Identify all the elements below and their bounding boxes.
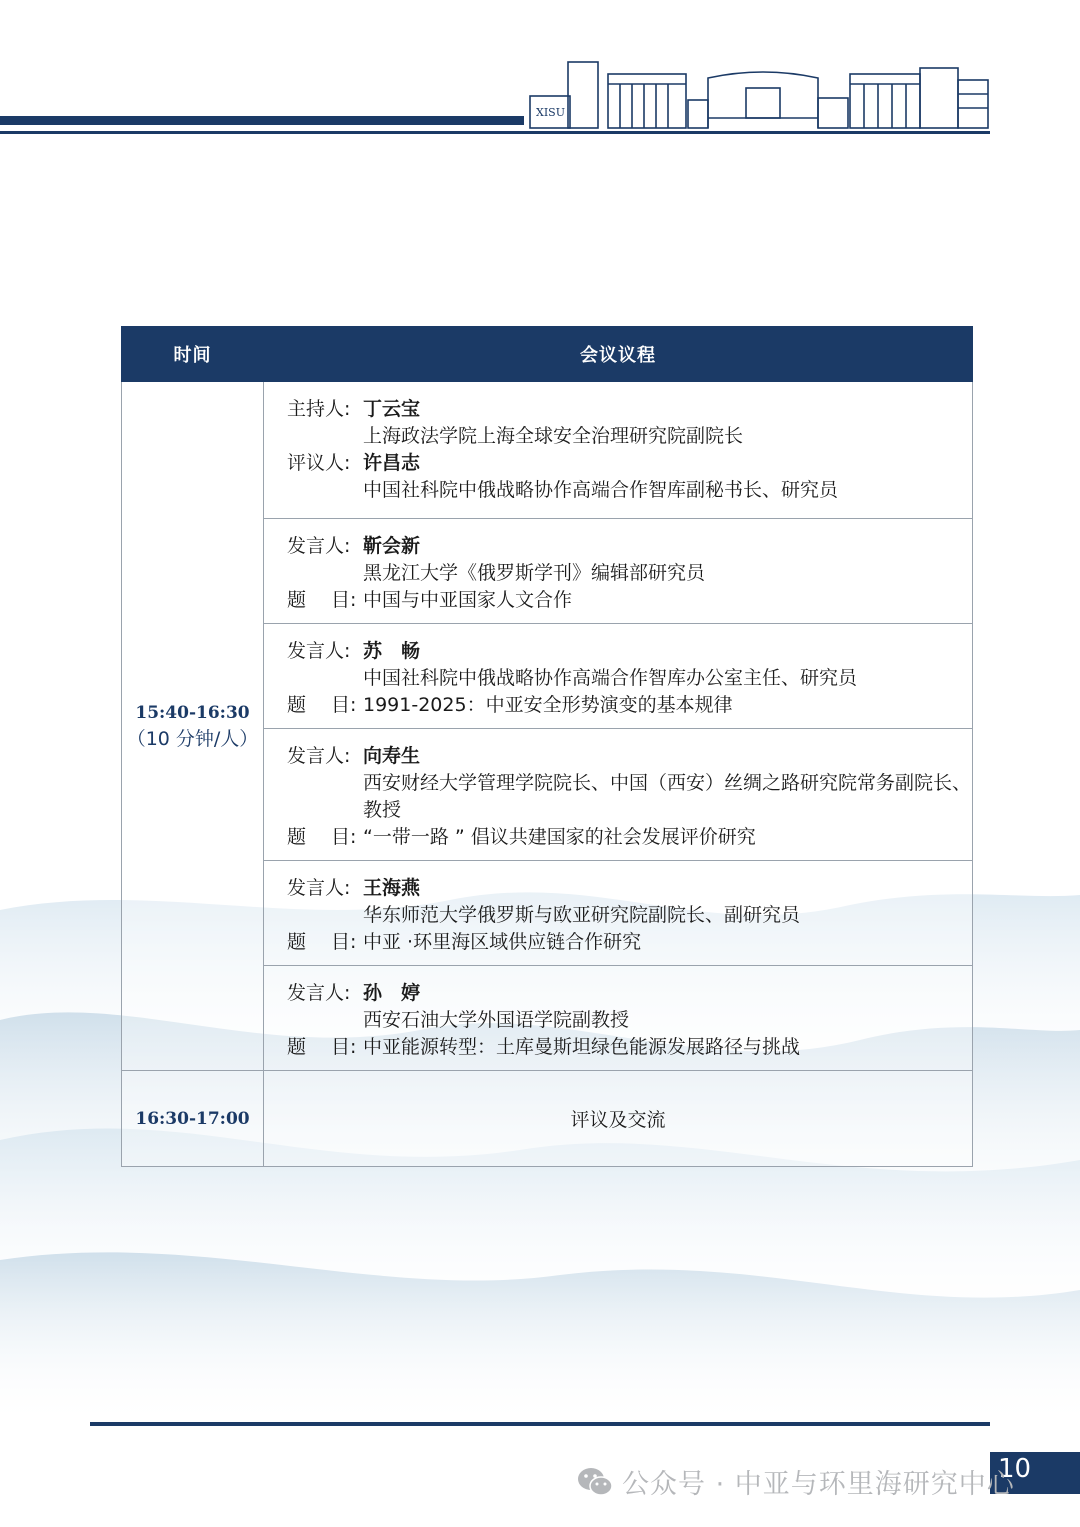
topic-label-a: 题 (287, 931, 307, 953)
speaker-name: 向寿生 (363, 745, 421, 767)
speaker-cell (264, 624, 973, 729)
watermark-text: 公众号 · 中亚与环里海研究中心 (622, 1469, 1015, 1500)
logo-text: XISU (536, 106, 565, 119)
topic-label-b: 目: (331, 1036, 357, 1058)
table-row (122, 382, 973, 519)
reviewer-desc: 中国社科院中俄战略协作高端合作智库副秘书长、研究员 (363, 479, 839, 501)
session-time-cell (122, 382, 264, 1071)
speaker-topic: 中亚能源转型：土库曼斯坦绿色能源发展路径与挑战 (363, 1036, 801, 1058)
speaker-topic: 1991-2025：中亚安全形势演变的基本规律 (363, 694, 733, 716)
closing-item: 评议及交流 (264, 1071, 973, 1167)
header-agenda: 会议议程 (264, 327, 973, 382)
speaker-cell (264, 519, 973, 624)
speaker-label: 发言人: (287, 640, 351, 662)
speaker-cell (264, 729, 973, 861)
table-row (122, 1071, 973, 1167)
reviewer-label: 评议人: (287, 452, 351, 474)
topic-label-b: 目: (331, 589, 357, 611)
topic-label-a: 题 (287, 589, 307, 611)
host-reviewer-cell (264, 382, 973, 519)
speaker-topic: “一带一路 ” 倡议共建国家的社会发展评价研究 (363, 826, 756, 848)
topic-label-a: 题 (287, 694, 307, 716)
topic-label-b: 目: (331, 694, 357, 716)
speaker-desc: 中国社科院中俄战略协作高端合作智库办公室主任、研究员 (363, 667, 858, 689)
speaker-cell (264, 861, 973, 966)
topic-label-a: 题 (287, 1036, 307, 1058)
wechat-icon (576, 1465, 614, 1499)
speaker-desc: 黑龙江大学《俄罗斯学刊》编辑部研究员 (363, 562, 706, 584)
campus-buildings-illustration (528, 54, 992, 132)
speaker-name: 苏 畅 (363, 640, 421, 662)
session-time-note: （10 分钟/人） (126, 728, 259, 750)
topic-label-a: 题 (287, 826, 307, 848)
speaker-label: 发言人: (287, 982, 351, 1004)
footer-bar (90, 1422, 990, 1426)
speaker-label: 发言人: (287, 877, 351, 899)
speaker-name: 靳会新 (363, 535, 421, 557)
speaker-cell (264, 966, 973, 1071)
host-desc: 上海政法学院上海全球安全治理研究院副院长 (363, 425, 744, 447)
speaker-desc: 西安石油大学外国语学院副教授 (363, 1009, 630, 1031)
speaker-topic: 中国与中亚国家人文合作 (363, 589, 573, 611)
header-bar-thick (0, 116, 524, 125)
page-number: 10 (990, 1452, 1080, 1494)
speaker-desc: 华东师范大学俄罗斯与欧亚研究院副院长、副研究员 (363, 904, 801, 926)
agenda-table (121, 326, 973, 1131)
speaker-name: 孙 婷 (363, 982, 421, 1004)
topic-label-b: 目: (331, 826, 357, 848)
reviewer-name: 许昌志 (363, 452, 421, 474)
session-time: 15:40-16:30 (135, 703, 250, 723)
speaker-label: 发言人: (287, 745, 351, 767)
speaker-topic: 中亚 ·环里海区域供应链合作研究 (363, 931, 642, 953)
speaker-label: 发言人: (287, 535, 351, 557)
speaker-desc: 西安财经大学管理学院院长、中国（西安）丝绸之路研究院常务副院长、教授 (363, 772, 972, 821)
table-header-row (122, 327, 973, 382)
closing-time-cell (122, 1071, 264, 1167)
header-time: 时间 (122, 327, 264, 382)
host-label: 主持人: (287, 398, 351, 420)
topic-label-b: 目: (331, 931, 357, 953)
host-name: 丁云宝 (363, 398, 421, 420)
closing-time: 16:30-17:00 (135, 1108, 250, 1129)
wechat-watermark (576, 1462, 1015, 1501)
speaker-name: 王海燕 (363, 877, 421, 899)
